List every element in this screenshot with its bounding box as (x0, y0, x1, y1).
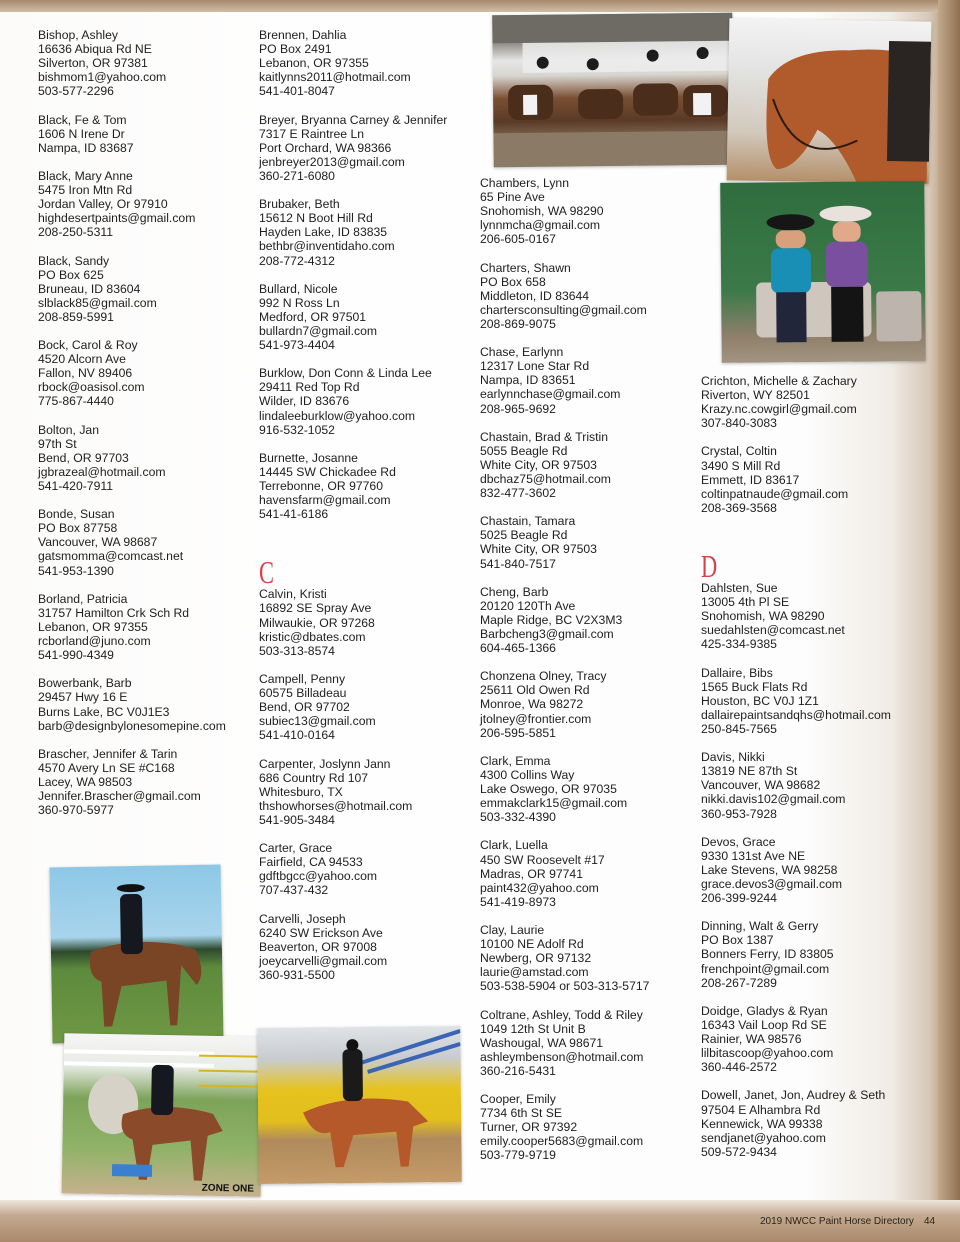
entry-email[interactable]: bullardn7@gmail.com (259, 323, 378, 338)
entry-line: Lake Oswego, OR 97035 (480, 782, 617, 797)
hunter-horse-illustration (257, 1026, 462, 1184)
entry-name: Cooper, Emily (480, 1092, 556, 1107)
entry-line: 425-334-9385 (701, 637, 777, 652)
entry-email[interactable]: barb@designbylonesomepine.com (38, 718, 226, 733)
entry-name: Clark, Luella (480, 838, 548, 853)
entry-line: 503-538-5904 or 503-313-5717 (480, 979, 650, 994)
directory-entry (259, 197, 447, 267)
directory-entry (259, 757, 447, 827)
entry-line: 25611 Old Owen Rd (480, 683, 590, 698)
entry-line: 503-577-2296 (38, 84, 114, 99)
entry-line: Lebanon, OR 97355 (38, 619, 148, 634)
entry-line: 5025 Beagle Rd (480, 528, 568, 543)
entry-line: 541-953-1390 (38, 563, 114, 578)
entry-email[interactable]: lilbitascoop@yahoo.com (701, 1046, 834, 1061)
directory-entry (38, 28, 226, 98)
entry-line: 6240 SW Erickson Ave (259, 925, 383, 940)
directory-entry (259, 672, 447, 742)
entry-line: Snohomish, WA 98290 (480, 204, 604, 219)
entry-line: 503-313-8574 (259, 643, 335, 658)
entry-line: Fallon, NV 89406 (38, 366, 133, 381)
zone-one-logo: ZONE ONE (201, 1182, 255, 1195)
directory-entry (480, 1008, 649, 1078)
entry-line: 97504 E Alhambra Rd (701, 1102, 821, 1117)
entry-email[interactable]: rbock@oasisol.com (38, 380, 145, 395)
directory-entry (701, 444, 891, 514)
entry-line: 10100 NE Adolf Rd (480, 937, 584, 952)
entry-line: 13005 4th Pl SE (701, 595, 790, 610)
entry-name: Chonzena Olney, Tracy (480, 669, 607, 684)
entry-email[interactable]: joeycarvelli@gmail.com (259, 953, 388, 968)
entry-line: 541-420-7911 (38, 479, 113, 493)
directory-entry (480, 430, 649, 500)
column-2-c-entries (259, 587, 447, 982)
entry-line: 360-216-5431 (480, 1063, 556, 1078)
section-letter-d: D (701, 548, 718, 585)
entry-line: 541-419-8973 (480, 894, 556, 909)
entry-line: 206-605-0167 (480, 232, 556, 247)
directory-entry (38, 507, 226, 577)
entry-line: Vancouver, WA 98682 (701, 778, 821, 793)
entry-name: Coltrane, Ashley, Todd & Riley (480, 1007, 643, 1022)
entry-line: 509-572-9434 (701, 1144, 777, 1159)
entry-name: Borland, Patricia (38, 591, 128, 606)
entry-line: Nampa, ID 83651 (480, 373, 576, 388)
entry-name: Charters, Shawn (480, 260, 571, 275)
entry-email[interactable]: bishmom1@yahoo.com (38, 70, 167, 85)
entry-line: 208-267-7289 (701, 975, 777, 990)
entry-line: Nampa, ID 83687 (38, 140, 134, 155)
entry-line: 541-41-6186 (259, 507, 329, 522)
entry-line: 14445 SW Chickadee Rd (259, 464, 396, 479)
entry-line: 541-401-8047 (259, 84, 335, 99)
entry-email[interactable]: emily.cooper5683@gmail.com (480, 1134, 644, 1149)
entry-line: PO Box 1387 (701, 933, 774, 948)
entry-email[interactable]: dbchaz75@hotmail.com (480, 471, 611, 486)
entry-email[interactable]: sendjanet@yahoo.com (701, 1130, 826, 1145)
entry-email[interactable]: lindaleeburklow@yahoo.com (259, 408, 415, 423)
entry-line: 1565 Buck Flats Rd (701, 679, 808, 694)
entry-line: Bend, OR 97702 (259, 700, 350, 715)
entry-name: Burklow, Don Conn & Linda Lee (259, 366, 432, 381)
section-letter-c: C (259, 554, 274, 591)
entry-line: White City, OR 97503 (480, 457, 597, 472)
directory-entry (38, 254, 226, 324)
entry-line: 208-965-9692 (480, 401, 556, 416)
entry-line: Whitesburo, TX (259, 784, 343, 799)
entry-line: 4300 Collins Way (480, 767, 575, 782)
entry-email[interactable]: kaitlynns2011@hotmail.com (259, 70, 411, 85)
entry-name: Clark, Emma (480, 753, 551, 768)
entry-line: Maple Ridge, BC V2X3M3 (480, 612, 623, 627)
directory-entry (701, 1004, 891, 1074)
entry-line: Emmett, ID 83617 (701, 472, 800, 487)
entry-name: Carpenter, Joslynn Jann (259, 756, 391, 771)
entry-line: 16892 SE Spray Ave (259, 601, 372, 616)
trail-horse-illustration (62, 1033, 264, 1196)
entry-line: Medford, OR 97501 (259, 309, 367, 324)
entry-name: Clay, Laurie (480, 922, 545, 937)
directory-entry (480, 176, 649, 246)
entry-line: 1049 12th St Unit B (480, 1021, 586, 1036)
entry-line: 503-332-4390 (480, 810, 556, 825)
entry-line: Snohomish, WA 98290 (701, 609, 825, 624)
entry-line: Silverton, OR 97381 (38, 56, 148, 71)
entry-name: Black, Sandy (38, 253, 110, 268)
page-number: 44 (923, 1216, 936, 1227)
entry-email[interactable]: thshowhorses@hotmail.com (259, 798, 413, 813)
directory-column-4 (701, 374, 891, 1173)
entry-name: Dowell, Janet, Jon, Audrey & Seth (701, 1088, 886, 1103)
entry-line: Milwaukie, OR 97268 (259, 615, 375, 630)
entry-email[interactable]: gdftbgcc@yahoo.com (259, 869, 378, 884)
entry-name: Black, Fe & Tom (38, 112, 127, 127)
entry-line: 208-772-4312 (259, 253, 335, 268)
directory-entry (701, 581, 891, 651)
entry-email[interactable]: ashleymbenson@hotmail.com (480, 1049, 644, 1064)
entry-line: 7317 E Raintree Ln (259, 126, 365, 141)
entry-line: 9330 131st Ave NE (701, 848, 806, 863)
photo-trail-obstacle (62, 1033, 264, 1196)
entry-line: Bonners Ferry, ID 83805 (701, 947, 834, 962)
entry-line: Beaverton, OR 97008 (259, 939, 377, 954)
entry-line: Newberg, OR 97132 (480, 951, 592, 966)
directory-entry (38, 113, 226, 155)
entry-email[interactable]: jtolney@frontier.com (480, 711, 592, 726)
entry-email[interactable]: frenchpoint@gmail.com (701, 961, 830, 976)
entry-line: 13819 NE 87th St (701, 764, 798, 779)
entry-email[interactable]: emmakclark15@gmail.com (480, 796, 628, 811)
entry-line: 503-779-9719 (480, 1148, 556, 1163)
entry-line: 775-867-4440 (38, 394, 114, 409)
page-footer (760, 1216, 935, 1227)
directory-entry (480, 585, 649, 655)
entry-line: Lebanon, OR 97355 (259, 56, 369, 71)
entry-line: Kennewick, WA 99338 (701, 1116, 823, 1131)
directory-entry (480, 923, 649, 993)
publication-title: 2019 NWCC Paint Horse Directory (760, 1216, 914, 1227)
entry-line: 15612 N Boot Hill Rd (259, 211, 373, 226)
entry-line: Rainier, WA 98576 (701, 1032, 802, 1047)
entry-name: Dallaire, Bibs (701, 665, 773, 680)
entry-line: Riverton, WY 82501 (701, 388, 810, 403)
entry-line: 5055 Beagle Rd (480, 443, 568, 458)
directory-entry (259, 587, 447, 657)
directory-entry (701, 1088, 891, 1158)
directory-entry (480, 1092, 649, 1162)
entry-name: Burnette, Josanne (259, 450, 358, 465)
entry-line: 707-437-432 (259, 883, 329, 898)
entry-email[interactable]: nikki.davis102@gmail.com (701, 792, 846, 807)
entry-line: 992 N Ross Ln (259, 295, 340, 310)
entry-line: 541-410-0164 (259, 728, 335, 743)
entry-line: 541-840-7517 (480, 556, 556, 571)
entry-line: 16343 Vail Loop Rd SE (701, 1017, 827, 1032)
entry-name: Chastain, Brad & Tristin (480, 429, 609, 444)
entry-line: 29411 Red Top Rd (259, 380, 360, 395)
photo-arena-lineup (492, 13, 734, 168)
entry-line: Monroe, Wa 98272 (480, 697, 584, 712)
entry-line: 208-369-3568 (701, 500, 777, 515)
entry-line: 360-970-5977 (38, 803, 114, 818)
entry-line: White City, OR 97503 (480, 542, 597, 557)
entry-line: 208-859-5991 (38, 309, 114, 324)
entry-email[interactable]: suedahlsten@comcast.net (701, 623, 845, 638)
entry-line: Turner, OR 97392 (480, 1120, 578, 1135)
entry-line: Vancouver, WA 98687 (38, 535, 158, 550)
entry-name: Bock, Carol & Roy (38, 338, 138, 353)
directory-entry (38, 747, 226, 817)
entry-email[interactable]: laurie@amstad.com (480, 965, 589, 980)
entry-name: Bullard, Nicole (259, 281, 338, 296)
entry-line: PO Box 625 (38, 267, 104, 282)
entry-line: Wilder, ID 83676 (259, 394, 350, 409)
directory-entry (38, 338, 226, 408)
entry-name: Brennen, Dahlia (259, 28, 347, 42)
entry-email[interactable]: kristic@dbates.com (259, 629, 366, 644)
directory-entry (701, 666, 891, 736)
directory-column-1 (38, 28, 226, 831)
entry-email[interactable]: dallairepaintsandqhs@hotmail.com (701, 707, 891, 722)
entry-line: 686 Country Rd 107 (259, 770, 369, 785)
entry-line: 65 Pine Ave (480, 190, 545, 205)
entry-line: 450 SW Roosevelt #17 (480, 852, 605, 867)
entry-line: 360-271-6080 (259, 168, 335, 183)
entry-name: Davis, Nikki (701, 750, 765, 765)
entry-line: 208-250-5311 (38, 225, 113, 240)
directory-entry (701, 835, 891, 905)
entry-email[interactable]: gatsmomma@comcast.net (38, 549, 184, 564)
directory-entry (480, 261, 649, 331)
entry-email[interactable]: rcborland@juno.com (38, 634, 151, 649)
entry-line: 1606 N Irene Dr (38, 126, 125, 141)
entry-name: Campell, Penny (259, 671, 346, 686)
directory-entry (259, 841, 447, 897)
column-4-d-entries (701, 581, 891, 1159)
directory-entry (38, 592, 226, 662)
entry-line: 832-477-3602 (480, 486, 556, 501)
entry-email[interactable]: coltinpatnaude@gmail.com (701, 486, 849, 501)
directory-entry (701, 374, 891, 430)
entry-line: 12317 Lone Star Rd (480, 359, 590, 374)
directory-entry (259, 282, 447, 352)
directory-entry (259, 912, 447, 982)
entry-line: 208-869-9075 (480, 316, 556, 331)
entry-line: 4520 Alcorn Ave (38, 352, 126, 367)
entry-line: 16636 Abiqua Rd NE (38, 42, 152, 57)
entry-line: Hayden Lake, ID 83835 (259, 225, 388, 240)
directory-entry (38, 169, 226, 239)
photo-two-cowgirls (720, 181, 926, 363)
horse-head-illustration (727, 18, 932, 184)
entry-name: Chastain, Tamara (480, 514, 576, 529)
entry-name: Chase, Earlynn (480, 345, 564, 360)
entry-line: Houston, BC V0J 1Z1 (701, 693, 819, 708)
entry-line: 250-845-7565 (701, 721, 777, 736)
entry-email[interactable]: Jennifer.Brascher@gmail.com (38, 789, 201, 804)
rider-horse-illustration (49, 865, 223, 1044)
directory-entry (701, 919, 891, 989)
cowgirls-illustration (720, 181, 926, 363)
entry-email[interactable]: slblack85@gmail.com (38, 295, 157, 310)
entry-line: 206-399-9244 (701, 891, 777, 906)
directory-entry (480, 514, 649, 570)
entry-name: Chambers, Lynn (480, 176, 569, 190)
entry-line: PO Box 658 (480, 274, 546, 289)
entry-email[interactable]: lynnmcha@gmail.com (480, 218, 601, 233)
entry-line: PO Box 2491 (259, 42, 332, 57)
entry-email[interactable]: subiec13@gmail.com (259, 714, 376, 729)
entry-line: 541-973-4404 (259, 338, 335, 353)
arena-horses-illustration (492, 13, 734, 168)
entry-line: 29457 Hwy 16 E (38, 690, 128, 705)
entry-line: 541-990-4349 (38, 648, 114, 663)
entry-name: Bonde, Susan (38, 507, 115, 522)
directory-entry (701, 750, 891, 820)
entry-line: Terrebonne, OR 97760 (259, 479, 383, 493)
entry-email[interactable]: Barbcheng3@gmail.com (480, 627, 614, 641)
entry-email[interactable]: jenbreyer2013@gmail.com (259, 154, 405, 169)
entry-line: 604-465-1366 (480, 641, 556, 656)
entry-line: 916-532-1052 (259, 422, 335, 437)
entry-line: 360-446-2572 (701, 1060, 777, 1075)
entry-line: 7734 6th St SE (480, 1106, 562, 1121)
directory-entry (38, 676, 226, 732)
entry-line: 5475 Iron Mtn Rd (38, 183, 133, 198)
entry-name: Brascher, Jennifer & Tarin (38, 746, 178, 761)
photo-hunter-under-saddle (257, 1026, 462, 1184)
entry-name: Bolton, Jan (38, 422, 99, 437)
entry-name: Carvelli, Joseph (259, 911, 346, 926)
directory-entry (38, 423, 226, 493)
entry-line: Lacey, WA 98503 (38, 774, 133, 789)
entry-line: 206-595-5851 (480, 725, 556, 740)
entry-name: Devos, Grace (701, 834, 776, 849)
entry-line: 60575 Billadeau (259, 686, 347, 701)
entry-line: PO Box 87758 (38, 521, 118, 536)
entry-email[interactable]: grace.devos3@gmail.com (701, 877, 843, 891)
directory-entry (480, 838, 649, 908)
column-2-b-entries (259, 28, 447, 521)
entry-line: Port Orchard, WA 98366 (259, 140, 392, 155)
entry-line: 97th St (38, 436, 77, 451)
directory-column-2 (259, 28, 447, 996)
entry-name: Dahlsten, Sue (701, 581, 778, 596)
entry-line: 3490 S Mill Rd (701, 458, 781, 473)
entry-line: 360-931-5500 (259, 967, 335, 982)
entry-email[interactable]: earlynnchase@gmail.com (480, 387, 621, 402)
entry-email[interactable]: chartersconsulting@gmail.com (480, 302, 647, 317)
entry-email[interactable]: Krazy.nc.cowgirl@gmail.com (701, 402, 857, 417)
entry-line: 20120 120Th Ave (480, 598, 576, 613)
entry-name: Brubaker, Beth (259, 197, 340, 212)
entry-line: 307-840-3083 (701, 416, 777, 431)
entry-name: Crystal, Coltin (701, 444, 777, 459)
photo-sorrel-horse-closeup (727, 18, 932, 184)
entry-email[interactable]: jgbrazeal@hotmail.com (38, 464, 166, 479)
entry-line: Jordan Valley, Or 97910 (38, 197, 168, 212)
entry-line: 360-953-7928 (701, 806, 777, 821)
entry-line: Madras, OR 97741 (480, 866, 583, 881)
directory-entry (259, 113, 447, 183)
entry-line: Bruneau, ID 83604 (38, 281, 141, 296)
directory-column-3 (480, 176, 649, 1177)
entry-line: Lake Stevens, WA 98258 (701, 862, 838, 877)
entry-name: Calvin, Kristi (259, 587, 327, 602)
entry-name: Crichton, Michelle & Zachary (701, 374, 857, 388)
directory-entry (480, 345, 649, 415)
photo-rider-pasture (49, 865, 223, 1044)
directory-entry (480, 754, 649, 824)
entry-line: 4570 Avery Ln SE #C168 (38, 760, 175, 775)
entry-name: Bishop, Ashley (38, 28, 118, 42)
entry-line: 31757 Hamilton Crk Sch Rd (38, 605, 190, 620)
entry-line: Fairfield, CA 94533 (259, 855, 363, 870)
directory-entry (259, 366, 447, 436)
directory-entry (259, 451, 447, 521)
directory-entry (480, 669, 649, 739)
entry-line: Washougal, WA 98671 (480, 1035, 604, 1050)
entry-name: Cheng, Barb (480, 584, 549, 599)
entry-line: Bend, OR 97703 (38, 450, 129, 465)
column-4-c-entries (701, 374, 891, 515)
directory-entry (259, 28, 447, 98)
entry-name: Doidge, Gladys & Ryan (701, 1003, 828, 1018)
entry-email[interactable]: havensfarm@gmail.com (259, 493, 391, 508)
entry-line: Burns Lake, BC V0J1E3 (38, 704, 170, 719)
entry-line: Middleton, ID 83644 (480, 288, 590, 303)
entry-email[interactable]: paint432@yahoo.com (480, 880, 599, 895)
entry-name: Black, Mary Anne (38, 168, 133, 183)
entry-email[interactable]: bethbr@inventidaho.com (259, 239, 395, 254)
entry-name: Bowerbank, Barb (38, 676, 132, 691)
page-edge-shadow (938, 0, 960, 1242)
entry-email[interactable]: highdesertpaints@gmail.com (38, 211, 196, 226)
entry-name: Breyer, Bryanna Carney & Jennifer (259, 112, 448, 127)
entry-name: Dinning, Walt & Gerry (701, 919, 819, 934)
entry-name: Carter, Grace (259, 841, 333, 856)
entry-line: 541-905-3484 (259, 812, 335, 827)
